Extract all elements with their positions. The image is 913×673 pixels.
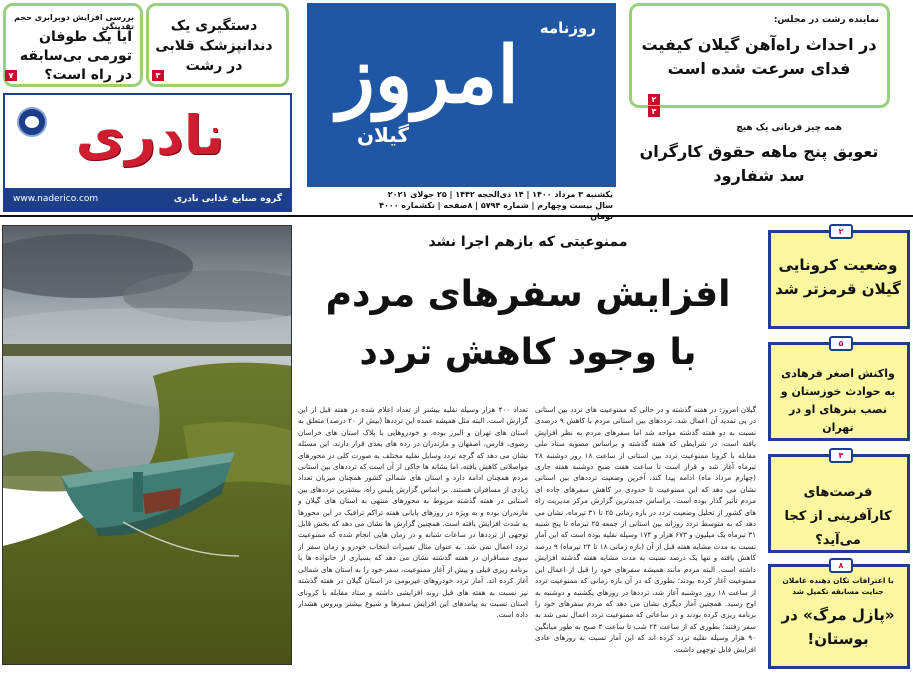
section-divider bbox=[0, 215, 913, 217]
side-headline-farhadi[interactable] bbox=[768, 339, 910, 441]
lead-photo[interactable] bbox=[2, 225, 292, 665]
main-story-kicker: ممنوعیتی که بازهم اجرا نشد bbox=[428, 234, 628, 250]
kicker-text: بررسی افزایش دوبرابری حجم تقدینگی bbox=[14, 13, 134, 31]
issue-date: یکشنبه ۳ مرداد ۱۴۰۰ | ۱۴ ذی‌الحجه ۱۴۴۲ | ۲۵ جولای ۲۰۲۱ bbox=[387, 190, 613, 199]
headline-line-1: افزایش سفرهای مردم bbox=[325, 274, 731, 315]
article-column-2: تعداد ۴۰۰ هزار وسیله نقلیه بیشتر از تعداد اعلام شده در هفته قبل از این گزارش است. البته مثل همیشه عمده این ترددها (بیش از ۲۰ درصد) متعلق به استان های تهران و البرز بوده، و خودروهایی با پلاک استان های خراسان رضوی، فارس، اصفهان و مازندران در رده های بعدی قرار دارند. این مسئله نشان می دهد که گرچه تردد وسایل نقلیه مختلف به صورت کلی در محورهای مواصلاتی کاهش یافته، اما نشانه ها حاکی از آن است که ترددهای بین استانی مردم همچنان ادامه دارد و استان های شمالی کشور همچنان میزبان تعداد زیادی از مسافران هستند. بر اساس گزارش پلیس راه، بیشترین ترددهای بین استانی در هفته گذشته مربوط به محورهای منتهی به استان های گیلان و مازندران بوده و به ویژه در روزهای پایانی هفته تراکم ترافیک در این محورها به شدت افزایش یافته است. همچنین گزارش ها نشان می دهد که بخش قابل توجهی از ترددها در ساعات شبانه و در زمان هایی انجام شده که ممنوعیت تردد اعمال نمی شد. به عنوان مثال تغییرات انتخاب خودرو و زمان سفر از سوی مسافران در هفته گذشته نشان می دهد که بسیاری از خانواده ها با برنامه ریزی قبلی و پیش از آغاز ممنوعیت، سفر خود را به استان های شمالی آغاز کرده اند. آمار تردد خودروهای غیربومی در استان گیلان در هفته گذشته نیز نسبت به هفته های قبل روند افزایشی داشته و ستاد مقابله با کرونای استان نسبت به پیامدهای این افزایش سفرها و شیوع بیشتر ویروس هشدار داده است. bbox=[298, 405, 528, 620]
page-number-badge: ۳ bbox=[152, 70, 164, 81]
side-kicker-text: با اعترافات تکان دهنده عاملان جنایت مسابقه تکمیل شد bbox=[782, 576, 894, 596]
headline-box-dentist[interactable] bbox=[146, 3, 289, 87]
page-number-badge: ۴ bbox=[829, 448, 853, 463]
headline-text: تعویق پنج ماهه حقوق کارگران سد شفارود bbox=[639, 142, 879, 185]
issue-info: سال بیست وچهارم | شماره ۵۷۹۴ | ۸صفحه | تکشماره ۴۰۰۰ bbox=[379, 201, 613, 210]
side-headline-entrepreneurship[interactable] bbox=[768, 451, 910, 553]
side-headline-text: «پازل مرگ» در بوستان! bbox=[781, 606, 895, 648]
page-number-badge: ۲ bbox=[829, 224, 853, 239]
headline-workers-salary[interactable] bbox=[629, 116, 890, 212]
page-number-badge: ۵ bbox=[829, 336, 853, 351]
ad-footer-bar bbox=[5, 188, 290, 210]
ad-website-link[interactable]: www.naderico.com bbox=[13, 194, 99, 204]
ad-company-name: گروه صنایع غذایی نادری bbox=[173, 194, 282, 204]
wetland-boat-image bbox=[3, 226, 292, 665]
side-headline-text: وضعیت کرونایی گیلان قرمزتر شد bbox=[775, 256, 901, 298]
headline-line-2: با وجود کاهش تردد bbox=[359, 332, 697, 373]
side-headline-corona[interactable] bbox=[768, 227, 910, 329]
headline-text: در احداث راه‌آهن گیلان کیفیت فدای سرعت شده است bbox=[641, 35, 877, 78]
headline-text: دستگیری یک دندانپزشک قلابی در رشت bbox=[155, 18, 273, 74]
masthead-title: امروز bbox=[337, 30, 519, 121]
headline-box-railway[interactable] bbox=[629, 3, 890, 116]
kicker-text: همه چیز قربانی یک هیچ bbox=[736, 123, 842, 133]
kicker-text: نماینده رشت در مجلس: bbox=[773, 15, 879, 25]
masthead-subtitle: گیلان bbox=[356, 123, 410, 147]
page-number-badge: ۷ bbox=[5, 70, 17, 81]
side-headline-text: فرصت‌های کارآفرینی از کجا می‌آید؟ bbox=[784, 485, 892, 548]
masthead-daily-label: روزنامه bbox=[539, 19, 596, 37]
ad-brand-name: نادری bbox=[75, 104, 225, 167]
headline-box-inflation[interactable] bbox=[3, 3, 143, 87]
page-number-badge: ۳ bbox=[648, 106, 660, 117]
newspaper-masthead bbox=[307, 3, 616, 211]
advertisement-banner[interactable] bbox=[3, 93, 292, 212]
main-story-headline[interactable] bbox=[300, 266, 756, 382]
page-number-badge: ۸ bbox=[829, 558, 853, 573]
headline-text: آیا یک طوفان تورمی بی‌سابقه در راه است؟ bbox=[19, 29, 132, 83]
side-headline-death-puzzle[interactable] bbox=[768, 561, 910, 669]
side-headline-text: واکنش اصغر فرهادی به حوادث خوزستان و نصب بنرهای او در تهران bbox=[780, 367, 896, 434]
brand-logo-icon bbox=[17, 107, 47, 137]
masthead-background bbox=[307, 3, 616, 187]
article-column-1: گیلان امروز: در هفته گذشته و در حالی که ممنوعیت های تردد بین استانی در پی تمدید آن اعمال شد، ترددهای بین استانی مردم با کاهش ۹ درصدی نسبت به دو هفته گذشته مواجه شد اما سفرهای مردم به نظر افزایش یافته است. در شرایطی که هفته گذشته و براساس مصوبه ستاد ملی مقابله با کرونا ممنوعیت تردد بین استانی از ساعت ۱۸ روز دوشنبه ۲۸ تیرماه آغاز شد و قرار است تا ساعت هفت صبح دوشنبه هفته جاری (چهارم مرداد ماه) ادامه پیدا کند، آخرین وضعیت ترددهای بین استانی نشان می دهد که این ممنوعیت تا حدودی در کاهش سفرهای جاده ای مردم تأثیر گذار بوده است. براساس جدیدترین گزارش مرکز مدیریت راه های کشور از تحلیل وضعیت تردد در بازه زمانی ۲۵ تا ۳۱ تیرماه، نشان می دهد که به متوسط تردد روزانه بین استانی از جمعه ۲۵ تیرماه تا پنج شنبه ۳۱ تیرماه یک میلیون و ۶۷۳ هزار و ۱۷۴ وسیله نقلیه بوده است که این آمار نسبت به مدت مشابه هفته قبل از آن (بازه زمانی ۱۸ تا ۲۴ تیرماه) ۹ درصد کاهش یافته و تنها یک درصد نسبت به مدت مشابه هفته گذشته افزایش داشته است. البته مردم مانند همیشه سفرهای خود را قبل از اعمال این ممنوعیت آغاز کرده بودند؛ بطوری که در آن بازه زمانی که ممنوعیت تردد از ساعت ۱۸ روز دوشنبه آغاز شد، ترددها در روزهای یکشنبه و دوشنبه به اوج رسید. همچنین آمار دیگری نشان می دهد که مردم سفرهای خود را برنامه ریزی کرده بودند و در ساعاتی که ممنوعیت تردد اعمال نمی شد به سفر رفتند؛ بطوری که از ساعت ۲۴ شب تا ساعت ۴ صبح به طور میانگین ۹۰ هزار وسیله نقلیه تردد کرده اند که این آمار نسبت به روزهای عادی افزایش قابل توجهی داشت. bbox=[535, 405, 756, 654]
page-number-badge: ۲ bbox=[648, 94, 660, 105]
